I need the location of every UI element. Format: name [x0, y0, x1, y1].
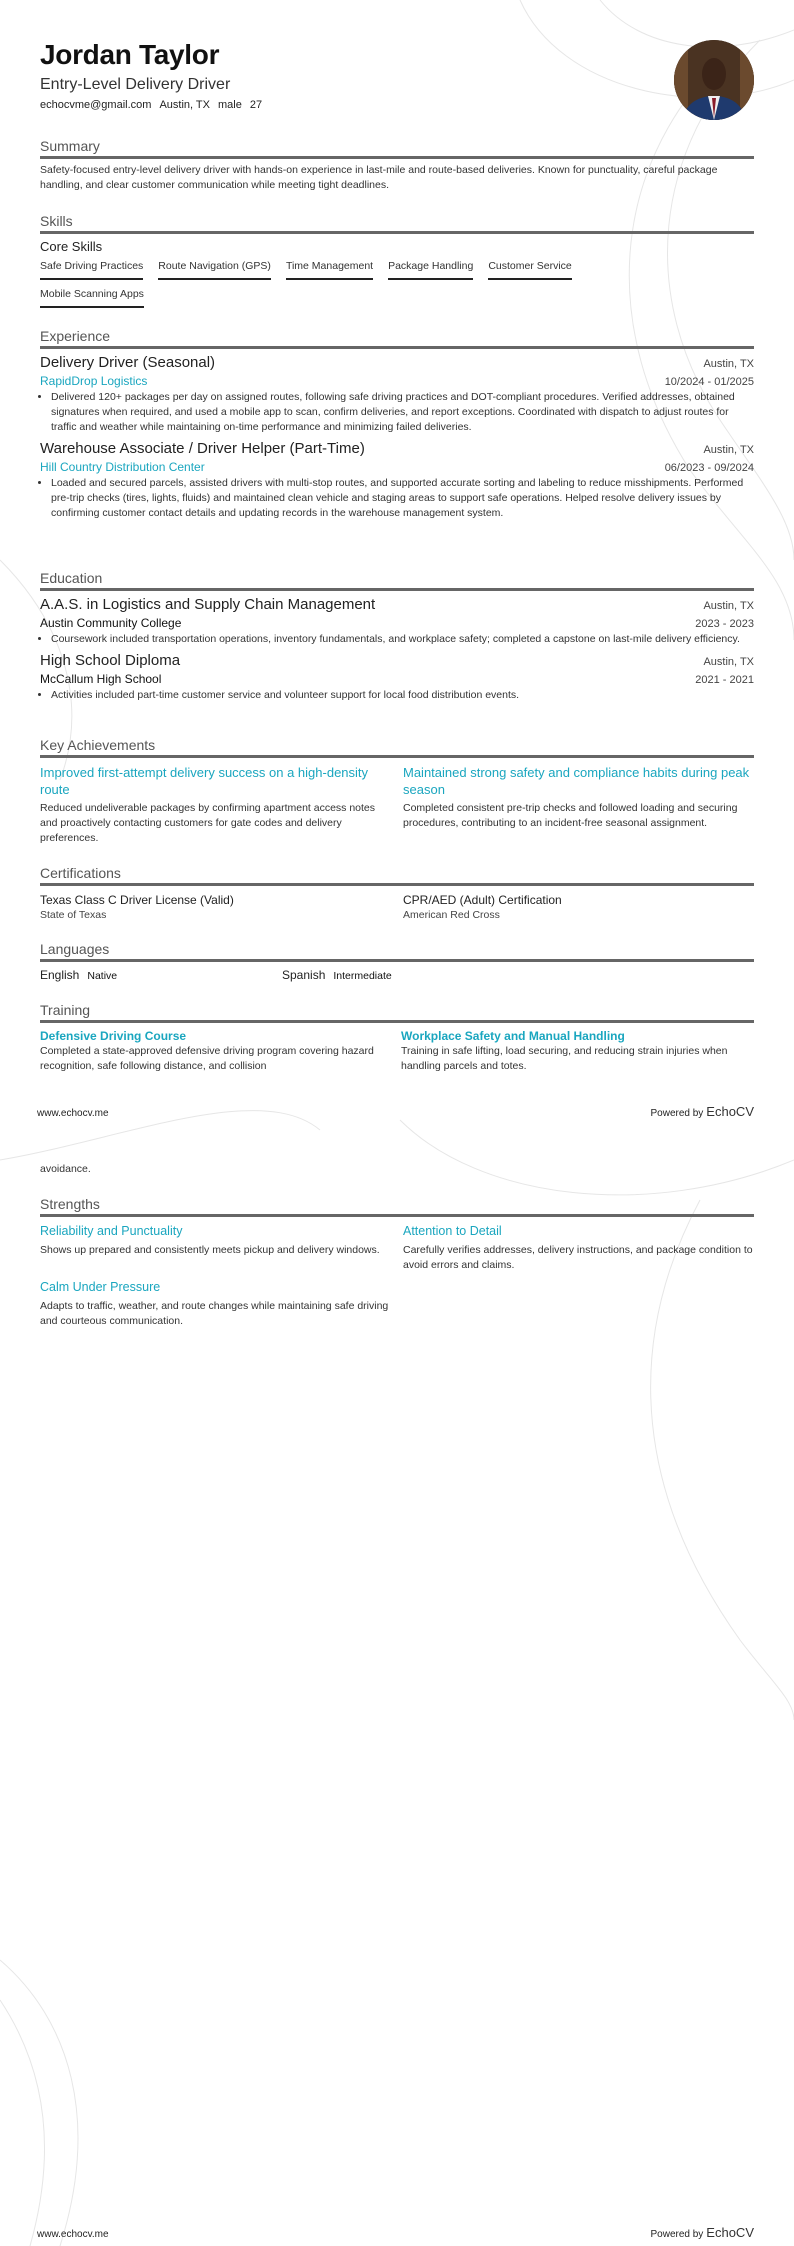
footer-site-link[interactable]: www.echocv.me	[37, 1108, 109, 1119]
language-name: English	[40, 968, 80, 982]
training-description: Completed a state-approved defensive driving program covering hazard recognition, safe following distance, and collision	[40, 1045, 374, 1072]
summary-section	[40, 137, 754, 193]
strength-title: Reliability and Punctuality	[40, 1224, 183, 1238]
achievement-item	[40, 758, 403, 846]
section-heading: Summary	[40, 137, 754, 159]
skills-section	[40, 212, 754, 312]
strength-description: Shows up prepared and consistently meets pickup and delivery windows.	[40, 1244, 380, 1256]
gender: male	[217, 99, 242, 111]
skill-tag: Package Handling	[388, 258, 473, 280]
degree: A.A.S. in Logistics and Supply Chain Management	[40, 596, 376, 613]
powered-by	[650, 1104, 754, 1119]
education-section	[40, 569, 754, 703]
skill-tag: Route Navigation (GPS)	[158, 258, 271, 280]
candidate-title: Entry-Level Delivery Driver	[40, 76, 231, 93]
skill-tag: Time Management	[286, 258, 373, 280]
language-item	[282, 967, 524, 984]
training-item	[401, 1023, 754, 1074]
summary-text: Safety-focused entry-level delivery driver with hands-on experience in last-mile and route-based deliveries. Known for punctuality, careful package handling, and clear customer communication while meeting tight deadlines.	[40, 164, 718, 191]
skill-tag: Safe Driving Practices	[40, 258, 143, 280]
job-location: Austin, TX	[703, 358, 754, 370]
job-title: Warehouse Associate / Driver Helper (Part-Time)	[40, 440, 365, 457]
company-name: Hill Country Distribution Center	[40, 460, 205, 474]
achievement-item	[403, 758, 754, 846]
language-item	[40, 967, 282, 984]
job-dates: 10/2024 - 01/2025	[664, 376, 754, 388]
age: 27	[249, 99, 263, 111]
certification-name: CPR/AED (Adult) Certification	[403, 893, 562, 907]
strength-description: Carefully verifies addresses, delivery instructions, and package condition to avoid errors and claims.	[403, 1244, 753, 1271]
section-heading: Certifications	[40, 864, 754, 886]
section-heading: Key Achievements	[40, 736, 754, 758]
education-dates: 2021 - 2021	[695, 674, 754, 686]
section-heading: Strengths	[40, 1195, 754, 1217]
training-title: Workplace Safety and Manual Handling	[401, 1029, 625, 1043]
school-location: Austin, TX	[703, 656, 754, 668]
school-location: Austin, TX	[703, 600, 754, 612]
languages-section	[40, 940, 754, 984]
location: Austin, TX	[159, 99, 210, 111]
candidate-name: Jordan Taylor	[40, 39, 220, 70]
strength-description: Adapts to traffic, weather, and route changes while maintaining safe driving and courteous communication.	[40, 1300, 389, 1327]
job-location: Austin, TX	[703, 444, 754, 456]
job-bullet: • Delivered 120+ packages per day on assigned routes, following safe driving practices and DOT-compliant procedures. Verified addresses, obtained signatures when required, and used a mobile app to scan, confirm deliveries, and report exceptions. Coordinated with dispatch to adjust routes for traffic and weather while maintaining on-time performance and minimizing failed deliveries.	[51, 390, 754, 435]
training-title: Defensive Driving Course	[40, 1029, 187, 1043]
certification-item	[40, 886, 403, 922]
strength-item	[40, 1217, 403, 1273]
training-description-continued: avoidance.	[40, 1163, 91, 1175]
degree: High School Diploma	[40, 652, 181, 669]
section-heading: Languages	[40, 940, 754, 962]
experience-section	[40, 327, 754, 521]
strength-item	[40, 1273, 403, 1329]
language-level: Intermediate	[333, 970, 392, 982]
strengths-section	[40, 1195, 754, 1329]
training-description: Training in safe lifting, load securing, and reducing strain injuries when handling parcels and totes.	[401, 1045, 728, 1072]
job-bullet: • Loaded and secured parcels, assisted drivers with multi-stop routes, and supported accurate sorting and labeling to reduce misshipments. Performed pre-trip checks (tires, lights, fluids) and maintained clean vehicle and staging areas to support safe operations. Helped resolve delivery issues by confirming customer contact details and updating records in the warehouse management system.	[51, 476, 754, 521]
job-title: Delivery Driver (Seasonal)	[40, 354, 216, 371]
powered-by-label: Powered by	[650, 1108, 704, 1119]
school-name: Austin Community College	[40, 616, 182, 630]
contact-line	[40, 97, 754, 113]
section-heading: Skills	[40, 212, 754, 234]
powered-by	[650, 2225, 754, 2240]
strength-item	[403, 1217, 754, 1273]
resume-header	[40, 39, 754, 113]
school-name: McCallum High School	[40, 672, 162, 686]
page-footer	[37, 2225, 754, 2240]
achievements-section	[40, 736, 754, 846]
certification-name: Texas Class C Driver License (Valid)	[40, 893, 234, 907]
page-footer	[37, 1104, 754, 1119]
education-item	[40, 652, 754, 703]
job-dates: 06/2023 - 09/2024	[664, 462, 754, 474]
certification-item	[403, 886, 754, 922]
section-heading: Experience	[40, 327, 754, 349]
skill-tag: Customer Service	[488, 258, 571, 280]
certification-issuer: American Red Cross	[403, 909, 500, 921]
company-name: RapidDrop Logistics	[40, 374, 148, 388]
achievement-description: Reduced undeliverable packages by confirming apartment access notes and proactively contacting customers for gate codes and delivery preferences.	[40, 802, 376, 844]
skill-tags	[40, 256, 680, 312]
experience-item	[40, 440, 754, 521]
footer-site-link[interactable]: www.echocv.me	[37, 2229, 109, 2240]
experience-item	[40, 354, 754, 435]
brand-logo: EchoCV	[706, 1104, 754, 1119]
achievement-title: Maintained strong safety and compliance habits during peak season	[403, 765, 750, 797]
skill-tag: Mobile Scanning Apps	[40, 286, 144, 308]
achievement-description: Completed consistent pre-trip checks and followed loading and securing procedures, contributing to an incident-free seasonal assignment.	[403, 802, 738, 829]
brand-logo: EchoCV	[706, 2225, 754, 2240]
training-item	[40, 1023, 401, 1074]
section-heading: Education	[40, 569, 754, 591]
achievement-title: Improved first-attempt delivery success on a high-density route	[40, 765, 369, 797]
education-bullet: • Activities included part-time customer service and volunteer support for local food distribution events.	[51, 688, 754, 703]
language-level: Native	[87, 970, 118, 982]
strength-title: Calm Under Pressure	[40, 1280, 161, 1294]
strength-title: Attention to Detail	[403, 1224, 502, 1238]
language-name: Spanish	[282, 968, 326, 982]
skill-group-title: Core Skills	[40, 239, 103, 254]
section-heading: Training	[40, 1001, 754, 1023]
education-item	[40, 596, 754, 647]
training-section	[40, 1001, 754, 1074]
education-dates: 2023 - 2023	[695, 618, 754, 630]
certifications-section	[40, 864, 754, 922]
education-bullet: • Coursework included transportation operations, inventory fundamentals, and workplace safety; completed a capstone on last-mile delivery efficiency.	[51, 632, 754, 647]
certification-issuer: State of Texas	[40, 909, 107, 921]
email[interactable]: echocvme@gmail.com	[40, 99, 152, 111]
profile-photo	[674, 40, 754, 120]
powered-by-label: Powered by	[650, 2229, 704, 2240]
